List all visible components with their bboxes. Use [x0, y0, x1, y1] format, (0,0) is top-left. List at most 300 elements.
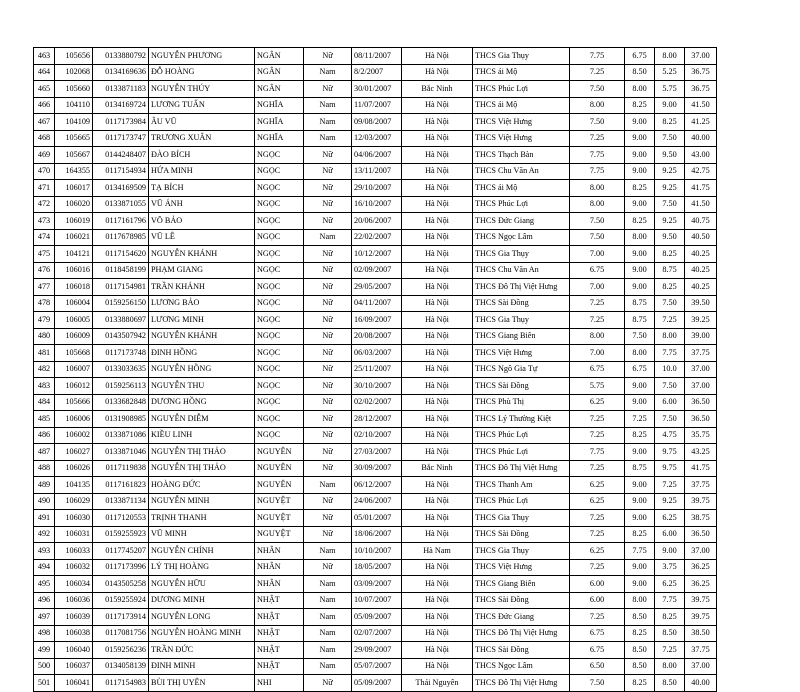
table-row	[34, 559, 717, 576]
phone-number: 0117173914	[93, 609, 149, 626]
score-1-cell: 6.25	[570, 477, 625, 494]
row-number: 486	[34, 427, 55, 444]
school-cell: THCS Việt Hưng	[473, 114, 570, 131]
given-name-cell: NHÂN	[255, 576, 304, 593]
given-name-cell: NGUYỆT	[255, 493, 304, 510]
surname-cell: KIỀU LINH	[149, 427, 255, 444]
birth-date-cell: 18/06/2007	[352, 526, 402, 543]
total-score-cell: 36.50	[685, 526, 717, 543]
gender-cell: Nữ	[304, 246, 352, 263]
table-row	[34, 411, 717, 428]
surname-cell: DƯƠNG MINH	[149, 592, 255, 609]
hometown-cell: Hà Nội	[402, 130, 473, 147]
table-row	[34, 526, 717, 543]
score-1-cell: 7.75	[570, 444, 625, 461]
score-1-cell: 7.50	[570, 114, 625, 131]
table-row	[34, 345, 717, 362]
row-number: 466	[34, 97, 55, 114]
birth-date-cell: 30/01/2007	[352, 81, 402, 98]
hometown-cell: Hà Nội	[402, 345, 473, 362]
phone-number: 0117173747	[93, 130, 149, 147]
score-3-cell: 8.50	[655, 625, 685, 642]
score-1-cell: 6.00	[570, 592, 625, 609]
given-name-cell: NGỌC	[255, 411, 304, 428]
given-name-cell: NGỌC	[255, 345, 304, 362]
given-name-cell: NGỌC	[255, 163, 304, 180]
hometown-cell: Hà Nội	[402, 559, 473, 576]
given-name-cell: NGỌC	[255, 295, 304, 312]
school-cell: THCS Giang Biên	[473, 328, 570, 345]
phone-number: 0133033635	[93, 361, 149, 378]
total-score-cell: 37.75	[685, 345, 717, 362]
score-3-cell: 10.0	[655, 361, 685, 378]
gender-cell: Nữ	[304, 81, 352, 98]
gender-cell: Nam	[304, 97, 352, 114]
score-1-cell: 7.50	[570, 81, 625, 98]
phone-number: 0159256150	[93, 295, 149, 312]
phone-number: 0133880792	[93, 48, 149, 65]
table-row	[34, 543, 717, 560]
candidate-code: 102068	[55, 64, 93, 81]
table-row	[34, 295, 717, 312]
surname-cell: LƯƠNG TUẤN	[149, 97, 255, 114]
candidate-code: 104121	[55, 246, 93, 263]
score-1-cell: 7.25	[570, 130, 625, 147]
surname-cell: HỨA MINH	[149, 163, 255, 180]
given-name-cell: NGỌC	[255, 147, 304, 164]
score-3-cell: 6.25	[655, 510, 685, 527]
total-score-cell: 40.25	[685, 279, 717, 296]
total-score-cell: 42.75	[685, 163, 717, 180]
phone-number: 0131908985	[93, 411, 149, 428]
row-number: 493	[34, 543, 55, 560]
surname-cell: ĐINH MINH	[149, 658, 255, 675]
phone-number: 0133871134	[93, 493, 149, 510]
score-1-cell: 6.75	[570, 262, 625, 279]
candidate-code: 106018	[55, 279, 93, 296]
score-1-cell: 7.00	[570, 279, 625, 296]
given-name-cell: NGỌC	[255, 262, 304, 279]
gender-cell: Nữ	[304, 279, 352, 296]
candidate-code: 106039	[55, 609, 93, 626]
score-2-cell: 8.00	[625, 345, 655, 362]
school-cell: THCS Đô Thị Việt Hưng	[473, 279, 570, 296]
score-3-cell: 7.50	[655, 378, 685, 395]
given-name-cell: NHÂN	[255, 543, 304, 560]
score-2-cell: 9.00	[625, 262, 655, 279]
hometown-cell: Hà Nội	[402, 114, 473, 131]
candidate-code: 105656	[55, 48, 93, 65]
birth-date-cell: 04/11/2007	[352, 295, 402, 312]
score-2-cell: 8.50	[625, 64, 655, 81]
row-number: 489	[34, 477, 55, 494]
row-number: 474	[34, 229, 55, 246]
candidate-code: 106016	[55, 262, 93, 279]
row-number: 482	[34, 361, 55, 378]
candidate-code: 104135	[55, 477, 93, 494]
given-name-cell: NGỌC	[255, 196, 304, 213]
hometown-cell: Hà Nội	[402, 180, 473, 197]
hometown-cell: Hà Nội	[402, 229, 473, 246]
score-2-cell: 8.25	[625, 97, 655, 114]
candidate-code: 106027	[55, 444, 93, 461]
table-row	[34, 48, 717, 65]
birth-date-cell: 05/09/2007	[352, 675, 402, 692]
score-1-cell: 7.00	[570, 345, 625, 362]
gender-cell: Nữ	[304, 312, 352, 329]
row-number: 498	[34, 625, 55, 642]
score-3-cell: 9.25	[655, 180, 685, 197]
school-cell: THCS Sài Đồng	[473, 526, 570, 543]
given-name-cell: NHẬT	[255, 592, 304, 609]
candidate-code: 106012	[55, 378, 93, 395]
row-number: 471	[34, 180, 55, 197]
surname-cell: VÕ BẢO	[149, 213, 255, 230]
score-table-body	[34, 48, 717, 692]
score-1-cell: 7.25	[570, 312, 625, 329]
surname-cell: NGUYỄN THU	[149, 378, 255, 395]
score-1-cell: 6.25	[570, 493, 625, 510]
phone-number: 0143507942	[93, 328, 149, 345]
score-1-cell: 7.25	[570, 510, 625, 527]
score-1-cell: 7.25	[570, 411, 625, 428]
row-number: 470	[34, 163, 55, 180]
score-1-cell: 7.75	[570, 147, 625, 164]
gender-cell: Nam	[304, 625, 352, 642]
phone-number: 0134058139	[93, 658, 149, 675]
hometown-cell: Hà Nội	[402, 361, 473, 378]
row-number: 492	[34, 526, 55, 543]
row-number: 469	[34, 147, 55, 164]
hometown-cell: Hà Nội	[402, 246, 473, 263]
phone-number: 0118458199	[93, 262, 149, 279]
school-cell: THCS Sài Đồng	[473, 295, 570, 312]
phone-number: 0117745207	[93, 543, 149, 560]
gender-cell: Nữ	[304, 213, 352, 230]
score-2-cell: 9.00	[625, 130, 655, 147]
hometown-cell: Hà Nội	[402, 642, 473, 659]
score-3-cell: 6.00	[655, 394, 685, 411]
birth-date-cell: 11/07/2007	[352, 97, 402, 114]
candidate-code: 104110	[55, 97, 93, 114]
row-number: 476	[34, 262, 55, 279]
candidate-code: 106006	[55, 411, 93, 428]
gender-cell: Nam	[304, 609, 352, 626]
gender-cell: Nữ	[304, 345, 352, 362]
score-1-cell: 8.00	[570, 180, 625, 197]
total-score-cell: 37.00	[685, 658, 717, 675]
table-row	[34, 460, 717, 477]
phone-number: 0134169636	[93, 64, 149, 81]
score-3-cell: 7.25	[655, 477, 685, 494]
table-row	[34, 64, 717, 81]
school-cell: THCS Đô Thị Việt Hưng	[473, 625, 570, 642]
hometown-cell: Hà Nội	[402, 262, 473, 279]
total-score-cell: 41.25	[685, 114, 717, 131]
phone-number: 0117173748	[93, 345, 149, 362]
birth-date-cell: 05/09/2007	[352, 609, 402, 626]
given-name-cell: NHÂN	[255, 559, 304, 576]
score-2-cell: 6.75	[625, 48, 655, 65]
surname-cell: TRẦN ĐỨC	[149, 642, 255, 659]
row-number: 463	[34, 48, 55, 65]
surname-cell: BÙI THỊ UYÊN	[149, 675, 255, 692]
total-score-cell: 40.00	[685, 675, 717, 692]
surname-cell: NGUYỄN KHÁNH	[149, 246, 255, 263]
school-cell: THCS Phúc Lợi	[473, 493, 570, 510]
row-number: 465	[34, 81, 55, 98]
table-row	[34, 493, 717, 510]
score-1-cell: 7.50	[570, 229, 625, 246]
birth-date-cell: 10/07/2007	[352, 592, 402, 609]
score-3-cell: 3.75	[655, 559, 685, 576]
row-number: 485	[34, 411, 55, 428]
birth-date-cell: 29/05/2007	[352, 279, 402, 296]
phone-number: 0133880697	[93, 312, 149, 329]
table-row	[34, 658, 717, 675]
given-name-cell: NGUYÊN	[255, 460, 304, 477]
score-3-cell: 7.50	[655, 295, 685, 312]
school-cell: THCS Giang Biên	[473, 576, 570, 593]
score-2-cell: 8.25	[625, 427, 655, 444]
hometown-cell: Hà Nội	[402, 394, 473, 411]
total-score-cell: 41.50	[685, 196, 717, 213]
score-2-cell: 7.25	[625, 411, 655, 428]
table-row	[34, 114, 717, 131]
score-1-cell: 8.00	[570, 97, 625, 114]
given-name-cell: NGHĨA	[255, 114, 304, 131]
score-3-cell: 8.00	[655, 658, 685, 675]
phone-number: 0117081756	[93, 625, 149, 642]
table-row	[34, 97, 717, 114]
birth-date-cell: 8/2/2007	[352, 64, 402, 81]
phone-number: 0117154620	[93, 246, 149, 263]
score-2-cell: 9.00	[625, 394, 655, 411]
score-2-cell: 9.00	[625, 114, 655, 131]
total-score-cell: 43.25	[685, 444, 717, 461]
phone-number: 0117173996	[93, 559, 149, 576]
birth-date-cell: 20/08/2007	[352, 328, 402, 345]
score-3-cell: 7.75	[655, 592, 685, 609]
score-3-cell: 9.00	[655, 543, 685, 560]
score-1-cell: 7.25	[570, 427, 625, 444]
score-3-cell: 4.75	[655, 427, 685, 444]
hometown-cell: Hà Nội	[402, 444, 473, 461]
birth-date-cell: 25/11/2007	[352, 361, 402, 378]
school-cell: THCS Gia Thụy	[473, 510, 570, 527]
score-1-cell: 7.25	[570, 526, 625, 543]
score-3-cell: 9.25	[655, 213, 685, 230]
hometown-cell: Hà Nội	[402, 48, 473, 65]
row-number: 467	[34, 114, 55, 131]
given-name-cell: NGHĨA	[255, 130, 304, 147]
candidate-code: 106017	[55, 180, 93, 197]
school-cell: THCS Ngọc Lâm	[473, 229, 570, 246]
surname-cell: NGUYỄN THÚY	[149, 81, 255, 98]
total-score-cell: 36.50	[685, 394, 717, 411]
score-2-cell: 8.50	[625, 642, 655, 659]
score-3-cell: 8.00	[655, 328, 685, 345]
candidate-code: 106041	[55, 675, 93, 692]
phone-number: 0159255924	[93, 592, 149, 609]
score-2-cell: 8.25	[625, 526, 655, 543]
candidate-code: 105665	[55, 130, 93, 147]
score-2-cell: 8.00	[625, 592, 655, 609]
birth-date-cell: 02/07/2007	[352, 625, 402, 642]
score-2-cell: 8.50	[625, 609, 655, 626]
score-1-cell: 5.75	[570, 378, 625, 395]
gender-cell: Nữ	[304, 510, 352, 527]
score-3-cell: 9.50	[655, 229, 685, 246]
hometown-cell: Hà Nội	[402, 411, 473, 428]
gender-cell: Nữ	[304, 460, 352, 477]
score-2-cell: 9.00	[625, 378, 655, 395]
school-cell: THCS Lý Thường Kiệt	[473, 411, 570, 428]
score-2-cell: 8.25	[625, 625, 655, 642]
hometown-cell: Hà Nội	[402, 493, 473, 510]
birth-date-cell: 12/03/2007	[352, 130, 402, 147]
score-1-cell: 8.00	[570, 328, 625, 345]
phone-number: 0117154981	[93, 279, 149, 296]
school-cell: THCS Phúc Lợi	[473, 444, 570, 461]
given-name-cell: NGUYÊN	[255, 477, 304, 494]
table-row	[34, 576, 717, 593]
school-cell: THCS Việt Hưng	[473, 345, 570, 362]
gender-cell: Nữ	[304, 427, 352, 444]
birth-date-cell: 03/09/2007	[352, 576, 402, 593]
total-score-cell: 39.25	[685, 312, 717, 329]
phone-number: 0117154934	[93, 163, 149, 180]
total-score-cell: 39.00	[685, 328, 717, 345]
score-3-cell: 8.25	[655, 246, 685, 263]
surname-cell: NGUYỄN THỊ THẢO	[149, 444, 255, 461]
table-row	[34, 510, 717, 527]
gender-cell: Nữ	[304, 163, 352, 180]
row-number: 464	[34, 64, 55, 81]
candidate-code: 106034	[55, 576, 93, 593]
phone-number: 0117678985	[93, 229, 149, 246]
surname-cell: NGUYỄN DIỄM	[149, 411, 255, 428]
hometown-cell: Hà Nội	[402, 592, 473, 609]
gender-cell: Nam	[304, 114, 352, 131]
score-1-cell: 7.50	[570, 213, 625, 230]
score-1-cell: 7.25	[570, 559, 625, 576]
phone-number: 0117154983	[93, 675, 149, 692]
row-number: 475	[34, 246, 55, 263]
surname-cell: NGUYỄN THỊ THẢO	[149, 460, 255, 477]
total-score-cell: 38.75	[685, 510, 717, 527]
total-score-cell: 36.75	[685, 64, 717, 81]
table-row	[34, 592, 717, 609]
total-score-cell: 37.00	[685, 543, 717, 560]
score-2-cell: 9.00	[625, 576, 655, 593]
total-score-cell: 43.00	[685, 147, 717, 164]
total-score-cell: 37.75	[685, 642, 717, 659]
total-score-cell: 39.75	[685, 592, 717, 609]
school-cell: THCS Ngọc Lâm	[473, 658, 570, 675]
school-cell: THCS Phù Thị	[473, 394, 570, 411]
table-row	[34, 394, 717, 411]
score-2-cell: 9.00	[625, 559, 655, 576]
table-row	[34, 130, 717, 147]
school-cell: THCS Đức Giang	[473, 609, 570, 626]
score-1-cell: 6.75	[570, 642, 625, 659]
school-cell: THCS Đức Giang	[473, 213, 570, 230]
total-score-cell: 36.50	[685, 411, 717, 428]
gender-cell: Nữ	[304, 48, 352, 65]
gender-cell: Nữ	[304, 444, 352, 461]
row-number: 490	[34, 493, 55, 510]
score-2-cell: 9.00	[625, 477, 655, 494]
school-cell: THCS Sài Đồng	[473, 642, 570, 659]
hometown-cell: Hà Nội	[402, 427, 473, 444]
birth-date-cell: 24/06/2007	[352, 493, 402, 510]
candidate-code: 106036	[55, 592, 93, 609]
birth-date-cell: 13/11/2007	[352, 163, 402, 180]
candidate-code: 105667	[55, 147, 93, 164]
given-name-cell: NGỌC	[255, 229, 304, 246]
gender-cell: Nam	[304, 229, 352, 246]
score-2-cell: 7.75	[625, 543, 655, 560]
given-name-cell: NGỌC	[255, 394, 304, 411]
table-row	[34, 378, 717, 395]
candidate-code: 106026	[55, 460, 93, 477]
score-2-cell: 8.00	[625, 81, 655, 98]
total-score-cell: 40.25	[685, 262, 717, 279]
gender-cell: Nam	[304, 576, 352, 593]
surname-cell: NGUYỄN KHÁNH	[149, 328, 255, 345]
total-score-cell: 40.50	[685, 229, 717, 246]
surname-cell: VŨ MINH	[149, 526, 255, 543]
candidate-code: 106038	[55, 625, 93, 642]
phone-number: 0133871055	[93, 196, 149, 213]
hometown-cell: Hà Nội	[402, 658, 473, 675]
score-3-cell: 8.25	[655, 279, 685, 296]
surname-cell: NGUYỄN HOÀNG MINH	[149, 625, 255, 642]
score-2-cell: 9.00	[625, 510, 655, 527]
phone-number: 0133682848	[93, 394, 149, 411]
score-3-cell: 7.50	[655, 411, 685, 428]
score-1-cell: 6.50	[570, 658, 625, 675]
candidate-code: 106029	[55, 493, 93, 510]
birth-date-cell: 02/09/2007	[352, 262, 402, 279]
gender-cell: Nam	[304, 658, 352, 675]
birth-date-cell: 30/09/2007	[352, 460, 402, 477]
row-number: 487	[34, 444, 55, 461]
school-cell: THCS Gia Thụy	[473, 543, 570, 560]
hometown-cell: Thái Nguyên	[402, 675, 473, 692]
birth-date-cell: 04/06/2007	[352, 147, 402, 164]
score-3-cell: 6.25	[655, 576, 685, 593]
school-cell: THCS Ngô Gia Tự	[473, 361, 570, 378]
surname-cell: NGUYỄN CHÍNH	[149, 543, 255, 560]
surname-cell: PHẠM GIANG	[149, 262, 255, 279]
gender-cell: Nữ	[304, 559, 352, 576]
birth-date-cell: 06/03/2007	[352, 345, 402, 362]
school-cell: THCS Việt Hưng	[473, 130, 570, 147]
hometown-cell: Hà Nội	[402, 378, 473, 395]
school-cell: THCS Chu Văn An	[473, 163, 570, 180]
gender-cell: Nam	[304, 130, 352, 147]
hometown-cell: Hà Nội	[402, 526, 473, 543]
birth-date-cell: 05/01/2007	[352, 510, 402, 527]
candidate-code: 106002	[55, 427, 93, 444]
candidate-code: 105660	[55, 81, 93, 98]
table-row	[34, 246, 717, 263]
surname-cell: LÝ THỊ HOÀNG	[149, 559, 255, 576]
hometown-cell: Hà Nội	[402, 97, 473, 114]
surname-cell: NGUYỄN HỒNG	[149, 361, 255, 378]
